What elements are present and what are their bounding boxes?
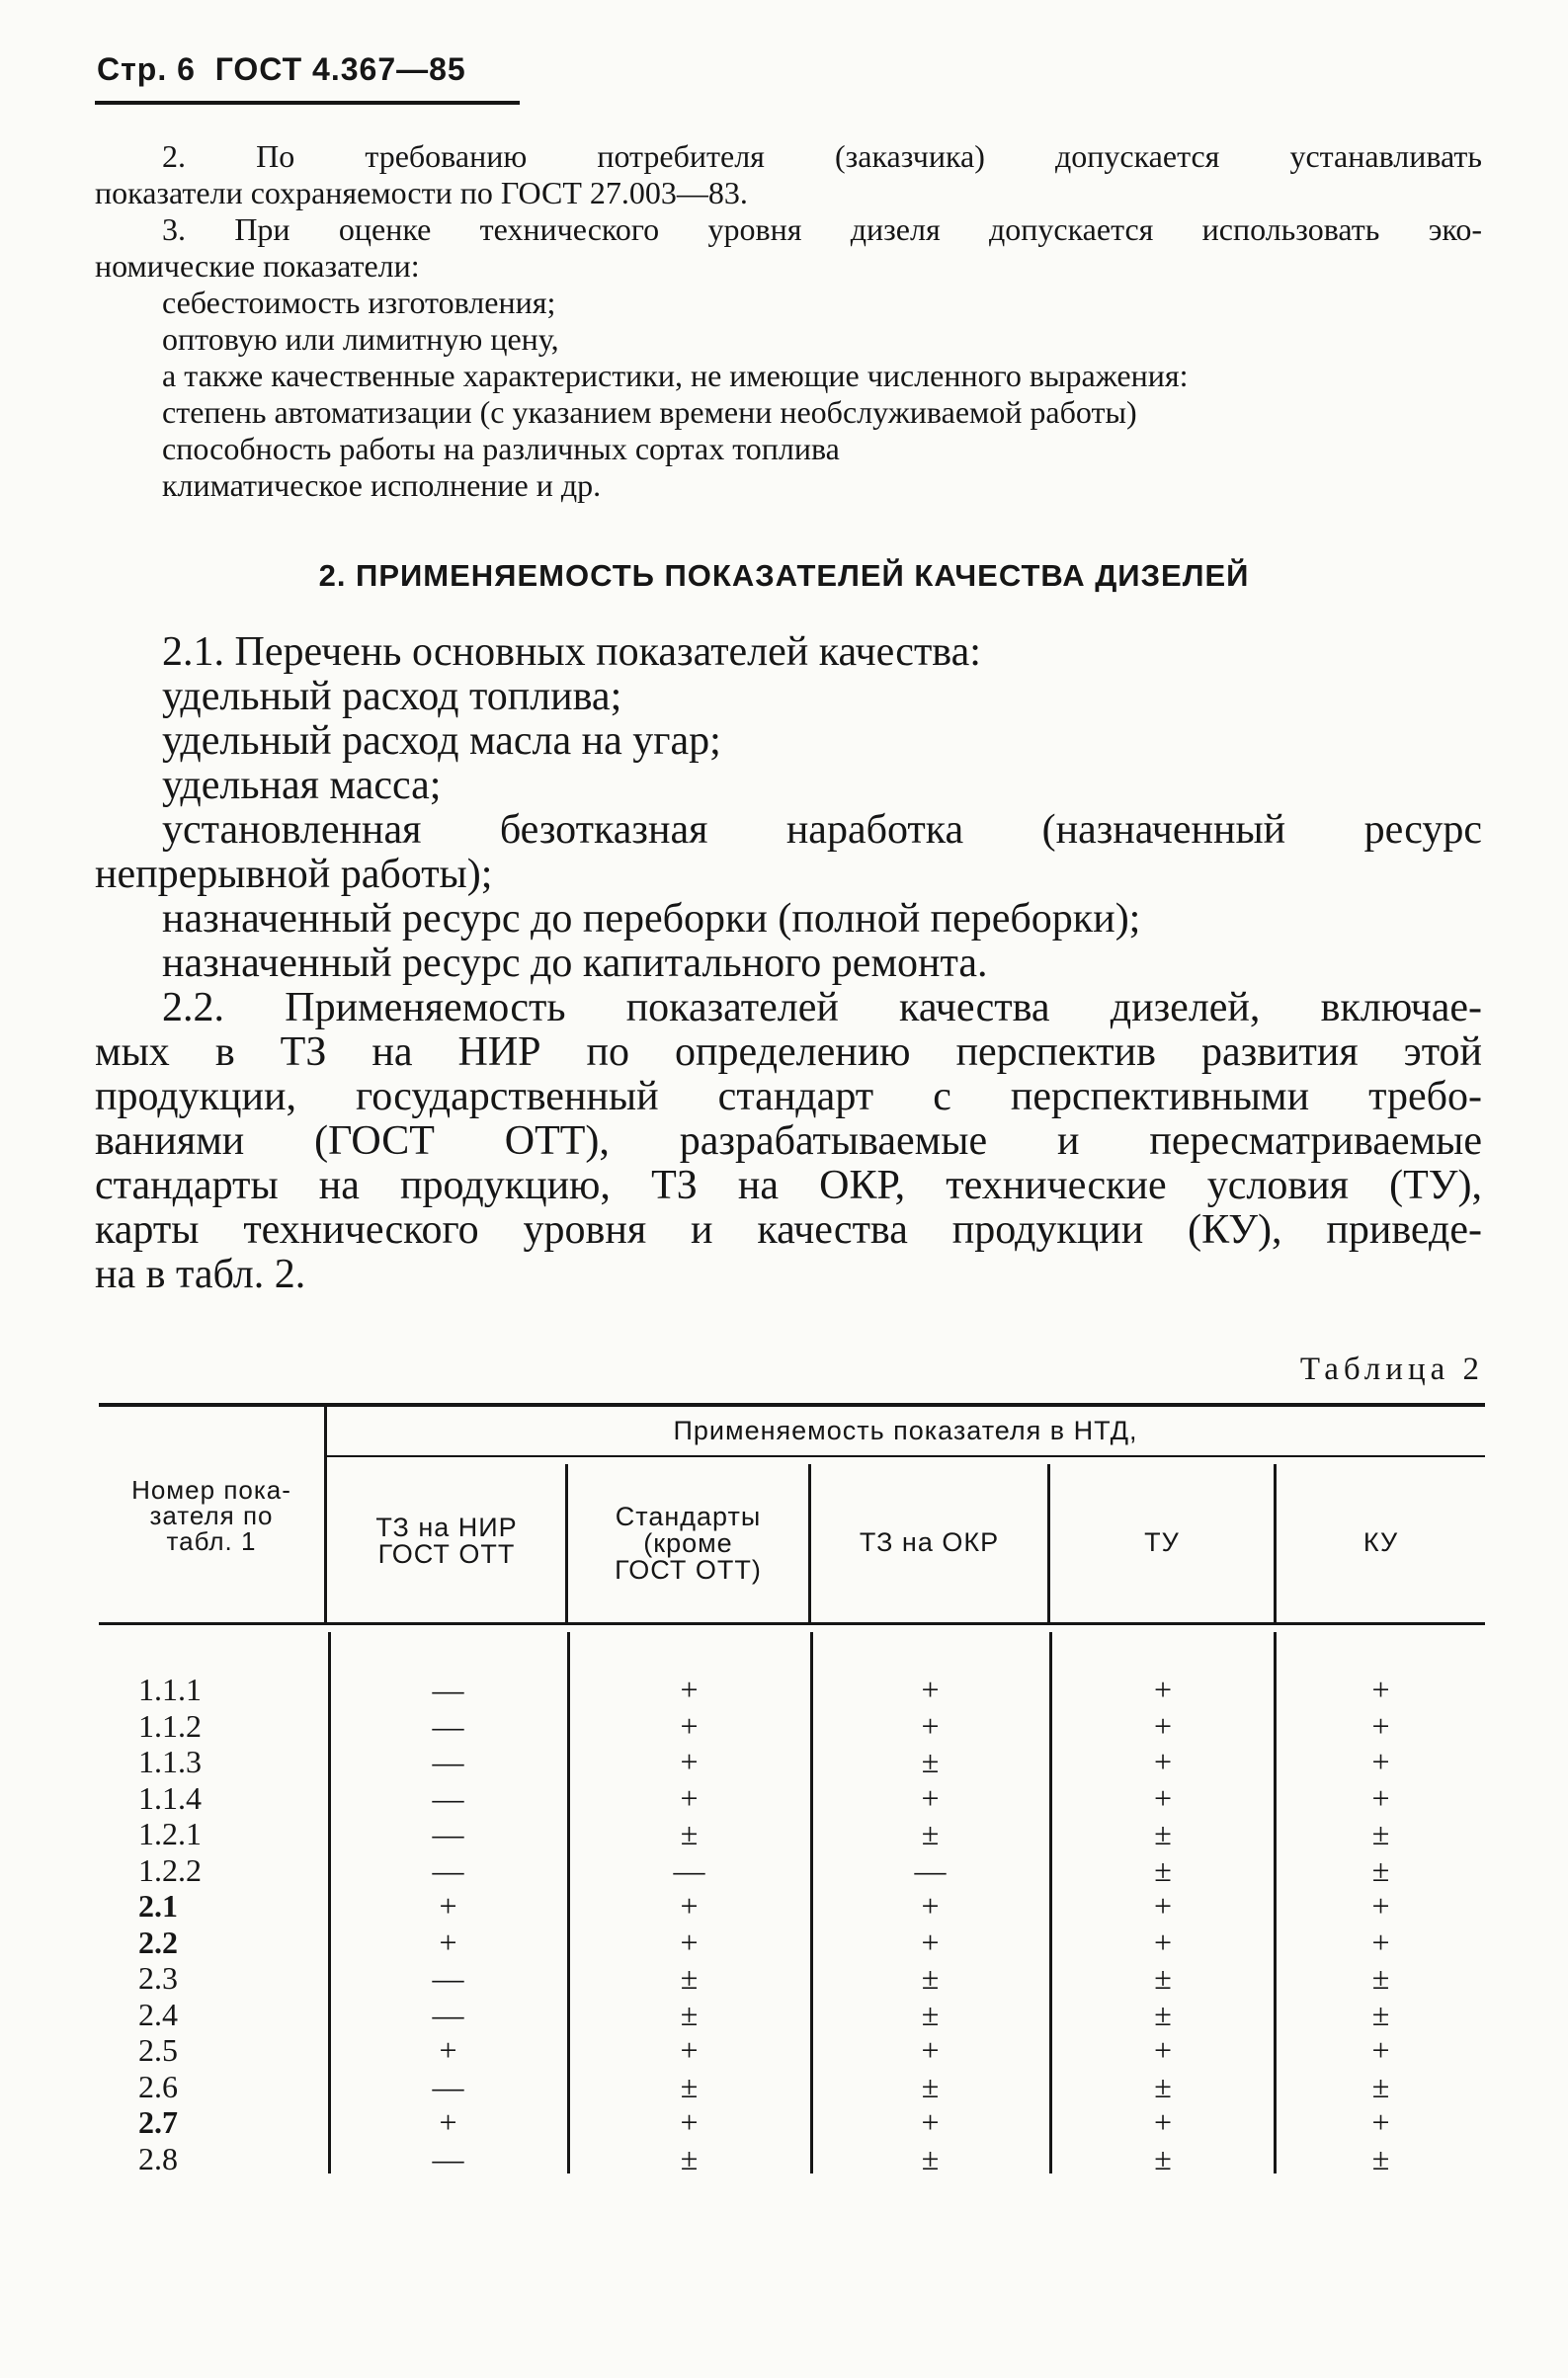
table-cell: — [432, 2068, 464, 2104]
para-2-2-line: 2.2. Применяемость показателей качества дизелей, включае- [162, 985, 1482, 1030]
table-cell: + [921, 1779, 940, 1816]
table-cell: — [914, 1851, 947, 1888]
table-cell: + [1371, 2032, 1390, 2068]
table-cell: + [1371, 1888, 1390, 1924]
standard-number: ГОСТ 4.367—85 [214, 51, 466, 87]
table-cell: + [921, 1924, 940, 1960]
note-2-line-2: показатели сохраняемости по ГОСТ 27.003—83. [95, 175, 748, 210]
table-cell: — [432, 1816, 464, 1851]
table-cell: ± [1154, 1996, 1172, 2032]
row-number: 1.1.2 [138, 1707, 202, 1744]
table-cell: ± [680, 2140, 699, 2176]
table-header-rule [99, 1622, 1485, 1625]
column-tu [1052, 1672, 1274, 2176]
table-cell: + [1371, 1744, 1390, 1779]
column-tz-okr [813, 1672, 1047, 2176]
table-cell: ± [921, 1996, 940, 2032]
col-header-tz-okr: ТЗ на ОКР [859, 1527, 1000, 1557]
table-cell: + [1153, 1707, 1173, 1744]
table-cell: + [439, 1924, 457, 1960]
table-cell: — [432, 2140, 464, 2176]
table-cell: — [432, 1851, 464, 1888]
para-2-1-line: установленная безотказная наработка (назначенный ресурс [162, 807, 1482, 853]
table-cell: + [439, 2032, 457, 2068]
para-2-2-line: мых в ТЗ на НИР по определению перспектив развития этой [95, 1029, 1482, 1075]
table-cell: + [680, 2104, 699, 2140]
note-item: себестоимость изготовления; [162, 285, 556, 320]
para-2-1-line: удельный расход топлива; [162, 674, 622, 719]
row-number: 2.3 [138, 1960, 178, 1996]
table-cell: ± [921, 1960, 940, 1996]
table-cell: + [680, 1924, 699, 1960]
para-2-2-line: ваниями (ГОСТ ОТТ), разрабатываемые и пересматриваемые [95, 1118, 1482, 1164]
table-cell: — [432, 1960, 464, 1996]
para-2-1-line: удельная масса; [162, 763, 442, 808]
table-cell: + [1153, 2104, 1173, 2140]
table-cell: ± [1371, 1996, 1390, 2032]
table-cell: ± [680, 1816, 699, 1851]
table-cell: + [1371, 1707, 1390, 1744]
table-cell: + [921, 1672, 940, 1707]
row-number: 2.7 [138, 2104, 178, 2140]
table-cell: + [680, 1744, 699, 1779]
para-2-2-line: продукции, государственный стандарт с перспективными требо- [95, 1074, 1482, 1119]
table-caption: Таблица 2 [1299, 1352, 1484, 1387]
note-item: а также качественные характеристики, не имеющие численного выражения: [162, 358, 1189, 393]
note-3-line-2: номические показатели: [95, 248, 420, 284]
row-number-column [138, 1672, 287, 2176]
main-paragraphs [95, 630, 1482, 1297]
table-cell: + [1153, 1888, 1173, 1924]
table-cell: + [1371, 1924, 1390, 1960]
table-cell: ± [680, 1996, 699, 2032]
table-cell: ± [1371, 1960, 1390, 1996]
table-cell: ± [1371, 1816, 1390, 1851]
table-cell: ± [1154, 1851, 1172, 1888]
section-title: 2. ПРИМЕНЯЕМОСТЬ ПОКАЗАТЕЛЕЙ КАЧЕСТВА ДИЗЕЛЕЙ [318, 558, 1250, 593]
row-number: 1.1.1 [138, 1672, 202, 1707]
table-cell: + [1371, 2104, 1390, 2140]
col-header-tz-nir: ТЗ на НИР ГОСТ ОТТ [375, 1513, 518, 1569]
table-cell: + [1153, 1924, 1173, 1960]
table-cell: + [680, 2032, 699, 2068]
note-item: климатическое исполнение и др. [162, 467, 602, 503]
para-2-1-line: 2.1. Перечень основных показателей качества: [162, 629, 981, 675]
table-cell: + [439, 1888, 457, 1924]
table-cell: + [1371, 1672, 1390, 1707]
note-item: степень автоматизации (с указанием времени необслуживаемой работы) [162, 394, 1137, 430]
para-2-1-line: назначенный ресурс до переборки (полной переборки); [162, 896, 1141, 942]
table-cell: ± [1154, 2068, 1172, 2104]
table-cell: + [921, 1888, 940, 1924]
note-item: способность работы на различных сортах топлива [162, 431, 840, 466]
table-cell: — [432, 1707, 464, 1744]
page-label: Стр. 6 [97, 51, 196, 87]
table-cell: + [1153, 1779, 1173, 1816]
table-cell: — [673, 1851, 705, 1888]
table-cell: + [1153, 1672, 1173, 1707]
table-top-rule [99, 1403, 1485, 1407]
para-2-1-line: назначенный ресурс до капитального ремонта. [162, 941, 988, 986]
row-number: 2.5 [138, 2032, 178, 2068]
table-cell: + [1371, 1779, 1390, 1816]
row-number: 2.4 [138, 1996, 178, 2032]
table-cell: + [680, 1707, 699, 1744]
table-cell: — [432, 1779, 464, 1816]
group-header: Применяемость показателя в НТД, [673, 1416, 1138, 1445]
table-group-rule [326, 1455, 1485, 1457]
table-cell: + [921, 2104, 940, 2140]
header-rule [95, 101, 520, 105]
table-cell: ± [680, 1960, 699, 1996]
col-header-standards: Стандарты (кроме ГОСТ ОТТ) [615, 1502, 762, 1585]
table-cell: ± [921, 1744, 940, 1779]
row-number: 1.2.2 [138, 1851, 202, 1888]
para-2-1-line: удельный расход масла на угар; [162, 718, 721, 764]
para-2-1-line: непрерывной работы); [95, 852, 493, 897]
table-cell: ± [680, 2068, 699, 2104]
note-2-line-1: 2. По требованию потребителя (заказчика) допускается устанавливать [162, 138, 1482, 174]
table-cell: + [680, 1779, 699, 1816]
table-cell: ± [1154, 1816, 1172, 1851]
row-number: 1.1.4 [138, 1779, 202, 1816]
para-2-2-line: стандарты на продукцию, ТЗ на ОКР, технические условия (ТУ), [95, 1163, 1482, 1208]
table-cell: — [432, 1996, 464, 2032]
row-number: 2.8 [138, 2140, 178, 2176]
row-number: 2.1 [138, 1888, 178, 1924]
table-cell: + [680, 1888, 699, 1924]
row-number: 2.6 [138, 2068, 178, 2104]
intro-notes [95, 138, 1482, 504]
column-standards [570, 1672, 808, 2176]
table-cell: ± [1154, 1960, 1172, 1996]
page-header [97, 51, 466, 88]
column-tz-nir [331, 1672, 565, 2176]
table-cell: + [1153, 2032, 1173, 2068]
row-number: 1.1.3 [138, 1744, 202, 1779]
col-header-tu: ТУ [1144, 1527, 1180, 1557]
table-cell: + [439, 2104, 457, 2140]
table-cell: ± [1371, 1851, 1390, 1888]
note-3-line-1: 3. При оценке технического уровня дизеля допускается использовать эко- [162, 211, 1482, 247]
note-item: оптовую или лимитную цену, [162, 321, 559, 357]
row-header: Номер пока- зателя по табл. 1 [131, 1475, 291, 1556]
table-cell: — [432, 1672, 464, 1707]
table-cell: + [680, 1672, 699, 1707]
table-cell: + [921, 1707, 940, 1744]
column-ku [1277, 1672, 1485, 2176]
row-number: 1.2.1 [138, 1816, 202, 1851]
para-2-2-line: карты технического уровня и качества продукции (КУ), приведе- [95, 1207, 1482, 1253]
table-cell: ± [1371, 2140, 1390, 2176]
table-cell: — [432, 1744, 464, 1779]
table-cell: ± [921, 2068, 940, 2104]
col-header-ku: КУ [1362, 1527, 1399, 1557]
table-cell: ± [921, 1816, 940, 1851]
table-cell: ± [1154, 2140, 1172, 2176]
para-2-2-line: на в табл. 2. [95, 1252, 306, 1297]
row-number: 2.2 [138, 1924, 178, 1960]
table-cell: + [921, 2032, 940, 2068]
table-cell: + [1153, 1744, 1173, 1779]
table-cell: ± [1371, 2068, 1390, 2104]
table-cell: ± [921, 2140, 940, 2176]
